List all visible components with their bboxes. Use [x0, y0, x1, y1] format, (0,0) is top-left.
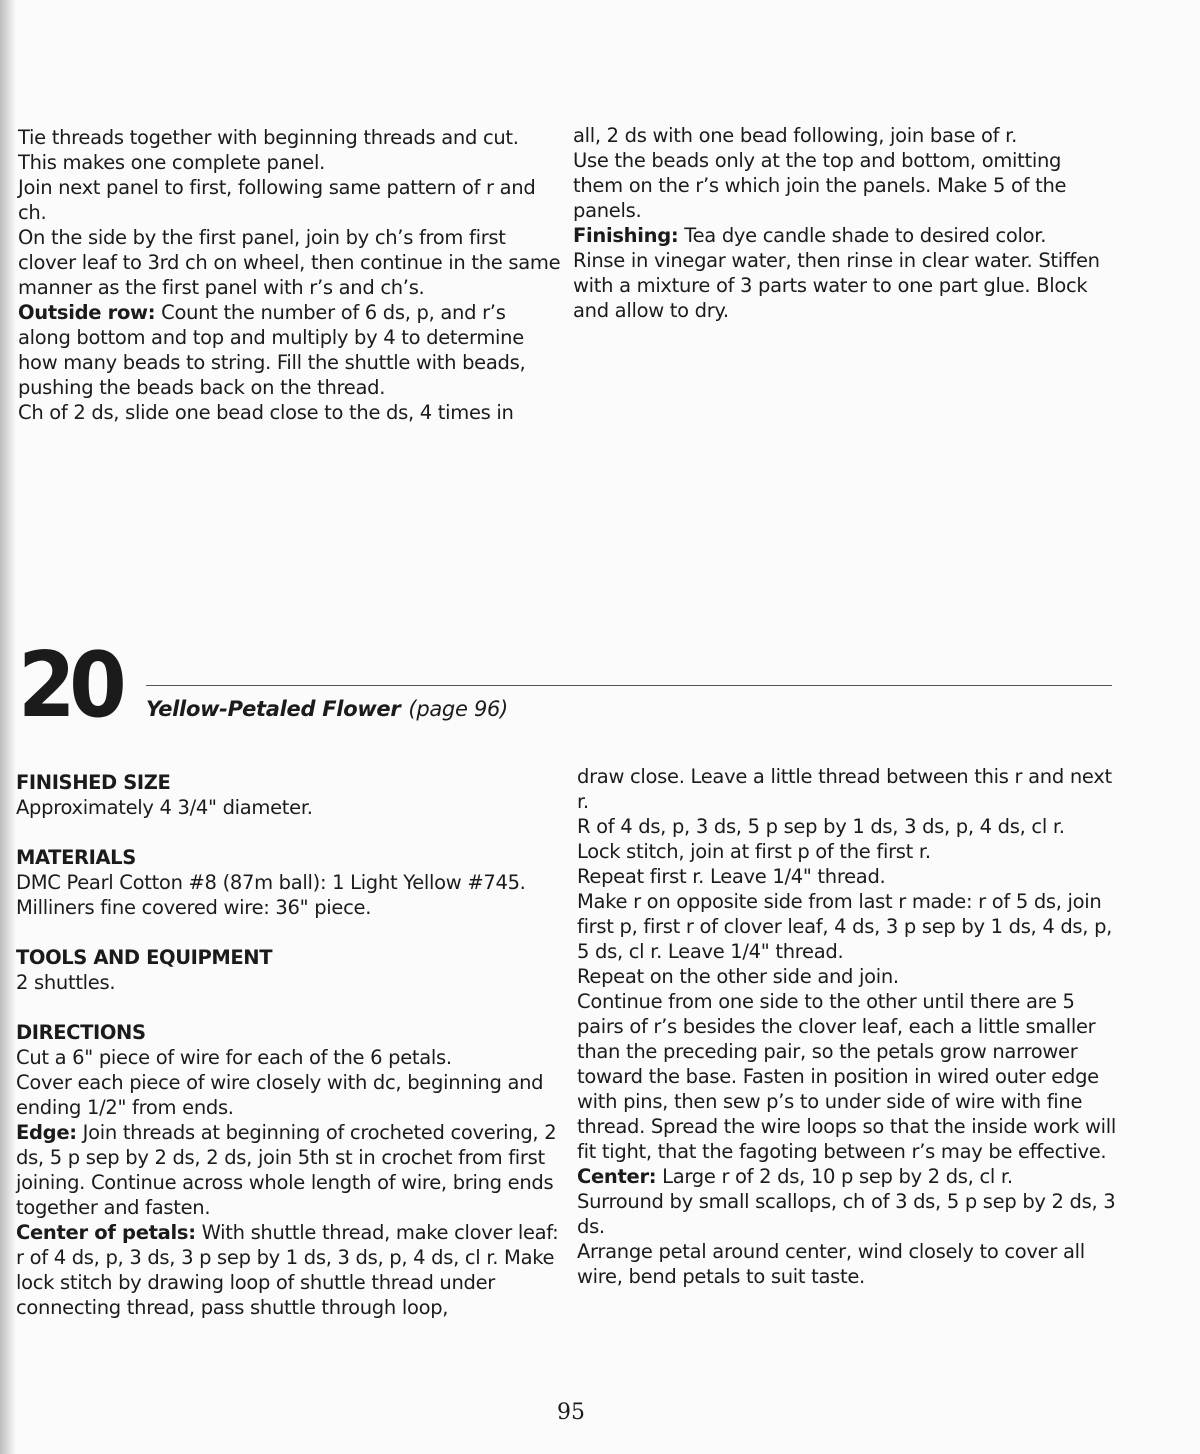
finishing-text: Tea dye candle shade to desired color. Rinse in vinegar water, then rinse in clear water. Stiffen with a mixture of 3 parts water to one part glue. Block and allow to dry. [573, 224, 1100, 322]
paragraph: Tie threads together with beginning threads and cut. This makes one complete panel. [18, 126, 519, 174]
section-divider [146, 685, 1112, 686]
finished-size-heading: FINISHED SIZE [16, 771, 171, 794]
directions-heading: DIRECTIONS [16, 1021, 146, 1044]
project-name: Yellow-Petaled Flower [146, 697, 401, 721]
center-of-petals-label: Center of petals: [16, 1221, 196, 1244]
paragraph: R of 4 ds, p, 3 ds, 5 p sep by 1 ds, 3 ds, p, 4 ds, cl r. [577, 815, 1065, 838]
paragraph: Repeat first r. Leave 1/4" thread. [577, 865, 886, 888]
paragraph: Cut a 6" piece of wire for each of the 6 petals. [16, 1046, 452, 1069]
top-left-column [18, 125, 563, 425]
paragraph: Continue from one side to the other until there are 5 pairs of r’s besides the clover leaf, each a little smaller than the preceding pair, so the petals grow narrower toward the base. Fasten in position in wired outer edge with pins, then sew p’s to under side of wire with fine thread. Spread the wire loops so that the inside work will fit tight, that the fagoting between r’s may be effective. [577, 990, 1116, 1163]
paragraph: all, 2 ds with one bead following, join base of r. [573, 124, 1017, 147]
paragraph [577, 1164, 1122, 1189]
paragraph: Arrange petal around center, wind closely to cover all wire, bend petals to suit taste. [577, 1240, 1085, 1288]
tools-text: 2 shuttles. [16, 971, 116, 994]
page-number: 95 [557, 1400, 585, 1425]
paragraph: Surround by small scallops, ch of 3 ds, 5 p sep by 2 ds, 3 ds. [577, 1190, 1116, 1238]
finished-size-text: Approximately 4 3/4" diameter. [16, 796, 313, 819]
paragraph [16, 1220, 566, 1320]
paragraph: Use the beads only at the top and bottom, omitting them on the r’s which join the panels. Make 5 of the panels. [573, 149, 1067, 222]
paragraph: Repeat on the other side and join. [577, 965, 899, 988]
top-right-column [573, 123, 1103, 323]
materials-heading: MATERIALS [16, 846, 136, 869]
paragraph: Make r on opposite side from last r made: r of 5 ds, join first p, first r of clover leaf, 4 ds, 3 p sep by 1 ds, 4 ds, p, 5 ds, cl r. Leave 1/4" thread. [577, 890, 1113, 963]
material-item: DMC Pearl Cotton #8 (87m ball): 1 Light Yellow #745. [16, 871, 526, 894]
bottom-left-column [16, 770, 566, 1320]
project-number: 20 [18, 633, 121, 738]
tools-heading: TOOLS AND EQUIPMENT [16, 946, 273, 969]
center-label: Center: [577, 1165, 657, 1188]
edge-text: Join threads at beginning of crocheted covering, 2 ds, 5 p sep by 2 ds, 2 ds, join 5th st in crochet from first joining. Continue across whole length of wire, bring ends together and fasten. [16, 1121, 557, 1219]
bottom-right-column [577, 764, 1122, 1289]
paragraph: On the side by the first panel, join by ch’s from first clover leaf to 3rd ch on wheel, then continue in the same manner as the first panel with r’s and ch’s. [18, 226, 561, 299]
center-text: Large r of 2 ds, 10 p sep by 2 ds, cl r. [656, 1165, 1013, 1188]
paragraph [18, 300, 563, 400]
outside-row-text: Count the number of 6 ds, p, and r’s along bottom and top and multiply by 4 to determine how many beads to string. Fill the shuttle with beads, pushing the beads back on the thread. [18, 301, 526, 399]
paragraph: draw close. Leave a little thread between this r and next r. [577, 765, 1112, 813]
edge-label: Edge: [16, 1121, 77, 1144]
paragraph: Join next panel to first, following same pattern of r and ch. [18, 176, 536, 224]
paragraph: Lock stitch, join at first p of the first r. [577, 840, 931, 863]
paragraph: Cover each piece of wire closely with dc, beginning and ending 1/2" from ends. [16, 1071, 544, 1119]
page-reference: (page 96) [408, 697, 508, 721]
material-item: Milliners fine covered wire: 36" piece. [16, 896, 372, 919]
paragraph: Ch of 2 ds, slide one bead close to the ds, 4 times in [18, 401, 514, 424]
page-gutter-shadow [0, 0, 16, 1454]
finishing-label: Finishing: [573, 224, 679, 247]
paragraph [16, 1120, 566, 1220]
center-of-petals-text: With shuttle thread, make clover leaf: r of 4 ds, p, 3 ds, 3 p sep by 1 ds, 3 ds, p, 4 ds, cl r. Make lock stitch by drawing loop of shuttle thread under connecting thread, pass shuttle through loop, [16, 1221, 559, 1319]
outside-row-label: Outside row: [18, 301, 156, 324]
project-title [146, 696, 508, 722]
paragraph [573, 223, 1103, 323]
